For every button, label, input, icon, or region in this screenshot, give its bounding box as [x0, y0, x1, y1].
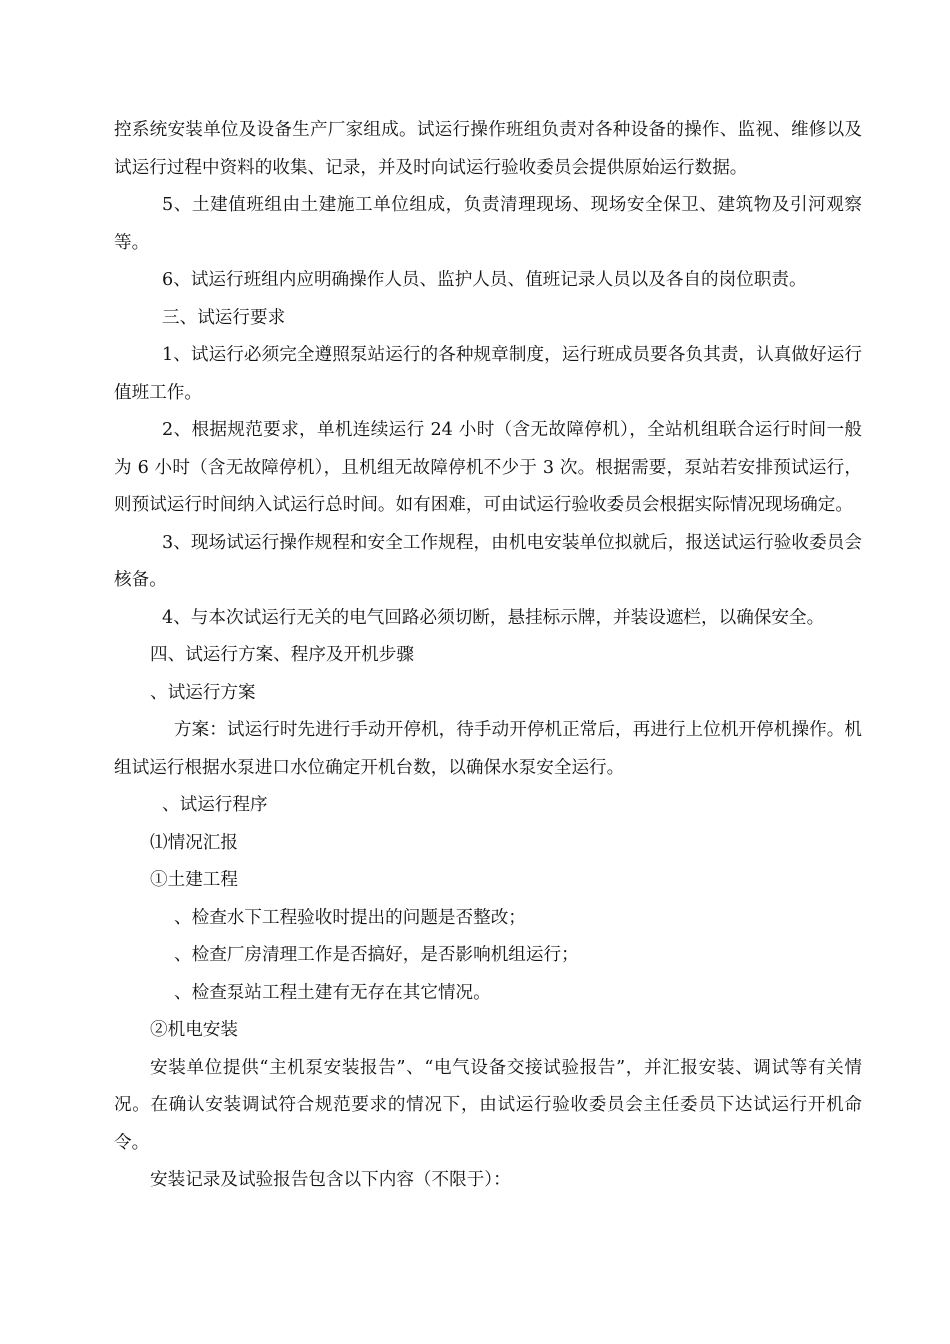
section-heading-3: 三、试运行要求	[162, 307, 286, 328]
paragraph-req-4: 4、与本次试运行无关的电气回路必须切断，悬挂标示牌，并装设遮栏，以确保安全。	[162, 607, 825, 628]
subheading-report: ⑴情况汇报	[150, 832, 238, 853]
paragraph-req-3: 3、现场试运行操作规程和安全工作规程，由机电安装单位拟就后，报送试运行验收委员会核备。	[114, 532, 862, 590]
list-item-civil-1: 、检查水下工程验收时提出的问题是否整改；	[174, 907, 526, 928]
document-page	[114, 112, 862, 1200]
paragraph-continuation: 控系统安装单位及设备生产厂家组成。试运行操作班组负责对各种设备的操作、监视、维修以及试运行过程中资料的收集、记录，并及时向试运行验收委员会提供原始运行数据。	[114, 120, 862, 178]
paragraph-plan: 方案：试运行时先进行手动开停机，待手动开停机正常后，再进行上位机开停机操作。机组试运行根据水泵进口水位确定开机台数，以确保水泵安全运行。	[114, 720, 862, 778]
subheading-electromech: ②机电安装	[150, 1020, 238, 1040]
paragraph-req-2: 2、根据规范要求，单机连续运行 24 小时（含无故障停机），全站机组联合运行时间一般为 6 小时（含无故障停机），且机组无故障停机不少于 3 次。根据需要，泵站若安排预试运行，则预试运行时间纳入试运行总时间。如有困难，可由试运行验收委员会根据实际情况现场确定。	[114, 420, 862, 515]
paragraph-records: 安装记录及试验报告包含以下内容（不限于）：	[150, 1170, 511, 1190]
section-heading-4: 四、试运行方案、程序及开机步骤	[150, 645, 414, 665]
list-item-civil-3: 、检查泵站工程土建有无存在其它情况。	[174, 982, 491, 1003]
subheading-plan: 、试运行方案	[150, 682, 256, 703]
paragraph-electromech: 安装单位提供“主机泵安装报告”、“电气设备交接试验报告”，并汇报安装、调试等有关情况。在确认安装调试符合规范要求的情况下，由试运行验收委员会主任委员下达试运行开机命令。	[114, 1057, 862, 1153]
list-item-civil-2: 、检查厂房清理工作是否搞好，是否影响机组运行；	[174, 945, 579, 965]
paragraph-item-6: 6、试运行班组内应明确操作人员、监护人员、值班记录人员以及各自的岗位职责。	[162, 270, 807, 290]
subheading-procedure: 、试运行程序	[162, 795, 268, 815]
subheading-civil: ①土建工程	[150, 870, 238, 890]
paragraph-req-1: 1、试运行必须完全遵照泵站运行的各种规章制度，运行班成员要各负其责，认真做好运行值班工作。	[114, 345, 862, 403]
paragraph-item-5: 5、土建值班组由土建施工单位组成，负责清理现场、现场安全保卫、建筑物及引河观察等。	[114, 195, 862, 253]
